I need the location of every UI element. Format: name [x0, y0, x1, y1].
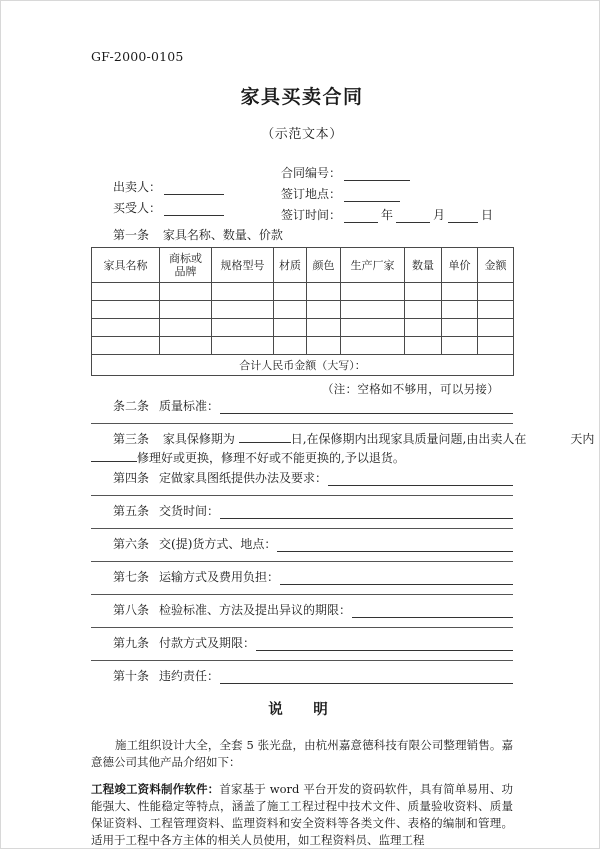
divider [91, 594, 513, 595]
product-name-bold: 工程竣工资料制作软件： [91, 782, 220, 796]
clause-2-text: 质量标准： [159, 399, 220, 413]
table-cell[interactable] [405, 301, 442, 319]
table-cell[interactable] [442, 283, 478, 301]
table-cell[interactable] [478, 319, 514, 337]
goods-table-body [92, 283, 514, 376]
clause-9-number: 第九条 [113, 636, 150, 650]
document-code: GF-2000-0105 [91, 49, 184, 64]
explanation-paragraph-1: 施工组织设计大全，全套 5 张光盘，由杭州嘉意德科技有限公司整理销售。嘉意德公司其他产品介绍如下： [91, 738, 513, 769]
parties-right-column [281, 164, 521, 227]
clause-1-text: 家具名称、数量、价款 [162, 228, 283, 242]
contract-no-field [281, 164, 521, 181]
explanation-paragraph-2 [91, 781, 513, 849]
table-cell[interactable] [160, 319, 212, 337]
clause-7-input-blank[interactable] [280, 572, 513, 585]
clause-6-number: 第六条 [113, 537, 150, 551]
goods-table-total-row [92, 355, 514, 376]
sign-place-field [281, 185, 521, 202]
column-header-brand-line1: 商标或 [169, 252, 202, 265]
table-cell[interactable] [442, 337, 478, 355]
clause-5 [113, 502, 513, 519]
clause-2-input-blank[interactable] [220, 401, 513, 414]
divider [91, 495, 513, 496]
clause-7-text: 运输方式及费用负担： [159, 570, 280, 584]
clause-1-heading [113, 226, 513, 243]
table-cell[interactable] [160, 337, 212, 355]
table-note: （注：空格如不够用，可以另接） [322, 382, 499, 396]
explanation-heading: 说 明 [268, 701, 336, 718]
clause-4-text: 定做家具图纸提供办法及要求： [159, 471, 328, 485]
table-row [92, 283, 514, 301]
clause-7-number: 第七条 [113, 570, 150, 584]
goods-table [91, 247, 514, 376]
total-amount-label[interactable]: 合计人民币金额（大写）： [92, 355, 514, 376]
table-cell[interactable] [307, 283, 341, 301]
table-cell[interactable] [212, 301, 274, 319]
table-cell[interactable] [405, 319, 442, 337]
table-cell[interactable] [274, 283, 307, 301]
divider [91, 423, 513, 424]
clause-10-input-blank[interactable] [220, 671, 513, 684]
clause-10-text: 违约责任： [159, 669, 220, 683]
table-row [92, 337, 514, 355]
clause-7 [113, 568, 513, 585]
divider [91, 528, 513, 529]
table-cell[interactable] [212, 337, 274, 355]
clause-3-text-part2: 日,在保修期内出现家具质量问题,由出卖人在 [290, 432, 527, 446]
clause-3-line-1 [113, 430, 595, 447]
table-cell[interactable] [405, 337, 442, 355]
contract-no-input-blank[interactable] [344, 169, 410, 181]
table-cell[interactable] [405, 283, 442, 301]
clause-3-text-part3: 天内 [570, 432, 595, 446]
clause-4 [113, 469, 513, 486]
clause-3-text-part1: 家具保修期为 [162, 432, 235, 446]
document-content [91, 49, 595, 849]
column-header-amount: 金额 [478, 248, 514, 283]
column-header-brand [160, 248, 212, 283]
day-unit-label: 日 [481, 208, 494, 222]
column-header-unit-price: 单价 [442, 248, 478, 283]
sign-time-field [281, 206, 521, 223]
table-cell[interactable] [274, 337, 307, 355]
column-header-brand-line2: 品牌 [174, 265, 197, 278]
clause-6-input-blank[interactable] [277, 539, 513, 552]
table-cell[interactable] [341, 283, 405, 301]
table-cell[interactable] [92, 283, 160, 301]
table-cell[interactable] [92, 337, 160, 355]
goods-table-header-row [92, 248, 514, 283]
month-unit-label: 月 [433, 208, 446, 222]
table-cell[interactable] [274, 301, 307, 319]
table-cell[interactable] [307, 337, 341, 355]
table-cell[interactable] [341, 337, 405, 355]
table-cell[interactable] [442, 319, 478, 337]
divider [91, 561, 513, 562]
column-header-color: 颜色 [307, 248, 341, 283]
parties-left-column [113, 178, 293, 220]
sign-place-label: 签订地点： [281, 187, 342, 201]
table-row [92, 319, 514, 337]
clause-8-text: 检验标准、方法及提出异议的期限： [159, 603, 352, 617]
sign-time-label: 签订时间： [281, 208, 342, 222]
table-cell[interactable] [442, 301, 478, 319]
divider [91, 627, 513, 628]
column-header-material: 材质 [274, 248, 307, 283]
seller-field [113, 178, 293, 195]
table-cell[interactable] [92, 319, 160, 337]
table-cell[interactable] [307, 319, 341, 337]
seller-label: 出卖人： [113, 180, 162, 194]
clause-5-input-blank[interactable] [220, 506, 513, 519]
table-cell[interactable] [341, 319, 405, 337]
clause-6-text: 交(提)货方式、地点： [159, 537, 277, 551]
clause-3-warranty-blank[interactable] [239, 431, 291, 443]
table-cell[interactable] [478, 301, 514, 319]
table-cell[interactable] [478, 283, 514, 301]
clause-4-input-blank[interactable] [328, 473, 513, 486]
clause-9-text: 付款方式及期限： [159, 636, 256, 650]
column-header-spec: 规格型号 [212, 248, 274, 283]
clause-1-number: 第一条 [113, 228, 150, 242]
clause-3-text-part4: 修理好或更换，修理不好或不能更换的,予以退货。 [137, 451, 405, 465]
clause-9-input-blank[interactable] [256, 638, 513, 651]
product-description: 首家基于 word 平台开发的资码软件，具有简单易用、功能强大、性能稳定等特点，涵盖了施工工程过程中技术文件、质量验收资料、质量保证资料、工程管理资料、监理资料和安全资料等各类文件、表格的编制和管理。适用于工程中各方主体的相关人员使用，如工程资料员、监理工程 [91, 782, 514, 847]
document-title: 家具买卖合同 [240, 86, 364, 108]
table-cell[interactable] [341, 301, 405, 319]
table-cell[interactable] [212, 319, 274, 337]
sign-day-blank[interactable] [448, 211, 478, 223]
clause-10-number: 第十条 [113, 669, 150, 683]
clause-4-number: 第四条 [113, 471, 150, 485]
table-cell[interactable] [212, 283, 274, 301]
buyer-input-blank[interactable] [164, 204, 224, 216]
clause-5-number: 第五条 [113, 504, 150, 518]
sign-month-blank[interactable] [396, 211, 430, 223]
clause-6 [113, 535, 513, 552]
clause-3-repair-blank[interactable] [91, 450, 137, 462]
table-cell[interactable] [307, 301, 341, 319]
table-cell[interactable] [160, 283, 212, 301]
clause-2-number: 条二条 [113, 399, 150, 413]
parties-block [91, 164, 513, 224]
seller-input-blank[interactable] [164, 183, 224, 195]
clause-8-input-blank[interactable] [352, 605, 513, 618]
clause-10 [113, 667, 513, 684]
sign-place-input-blank[interactable] [344, 190, 400, 202]
table-cell[interactable] [92, 301, 160, 319]
sign-year-blank[interactable] [344, 211, 378, 223]
year-unit-label: 年 [381, 208, 394, 222]
table-cell[interactable] [478, 337, 514, 355]
clause-8 [113, 601, 513, 618]
clause-2 [113, 397, 513, 414]
column-header-quantity: 数量 [405, 248, 442, 283]
clause-5-text: 交货时间： [159, 504, 220, 518]
clause-9 [113, 634, 513, 651]
buyer-label: 买受人： [113, 201, 162, 215]
table-cell[interactable] [274, 319, 307, 337]
column-header-manufacturer: 生产厂家 [341, 248, 405, 283]
clause-3-number: 第三条 [113, 432, 150, 446]
table-cell[interactable] [160, 301, 212, 319]
divider [91, 660, 513, 661]
buyer-field [113, 199, 293, 216]
clause-3-line-2 [91, 449, 513, 466]
column-header-name: 家具名称 [92, 248, 160, 283]
document-subtitle: （示范文本） [261, 127, 343, 142]
contract-no-label: 合同编号： [281, 166, 342, 180]
clause-8-number: 第八条 [113, 603, 150, 617]
table-row [92, 301, 514, 319]
